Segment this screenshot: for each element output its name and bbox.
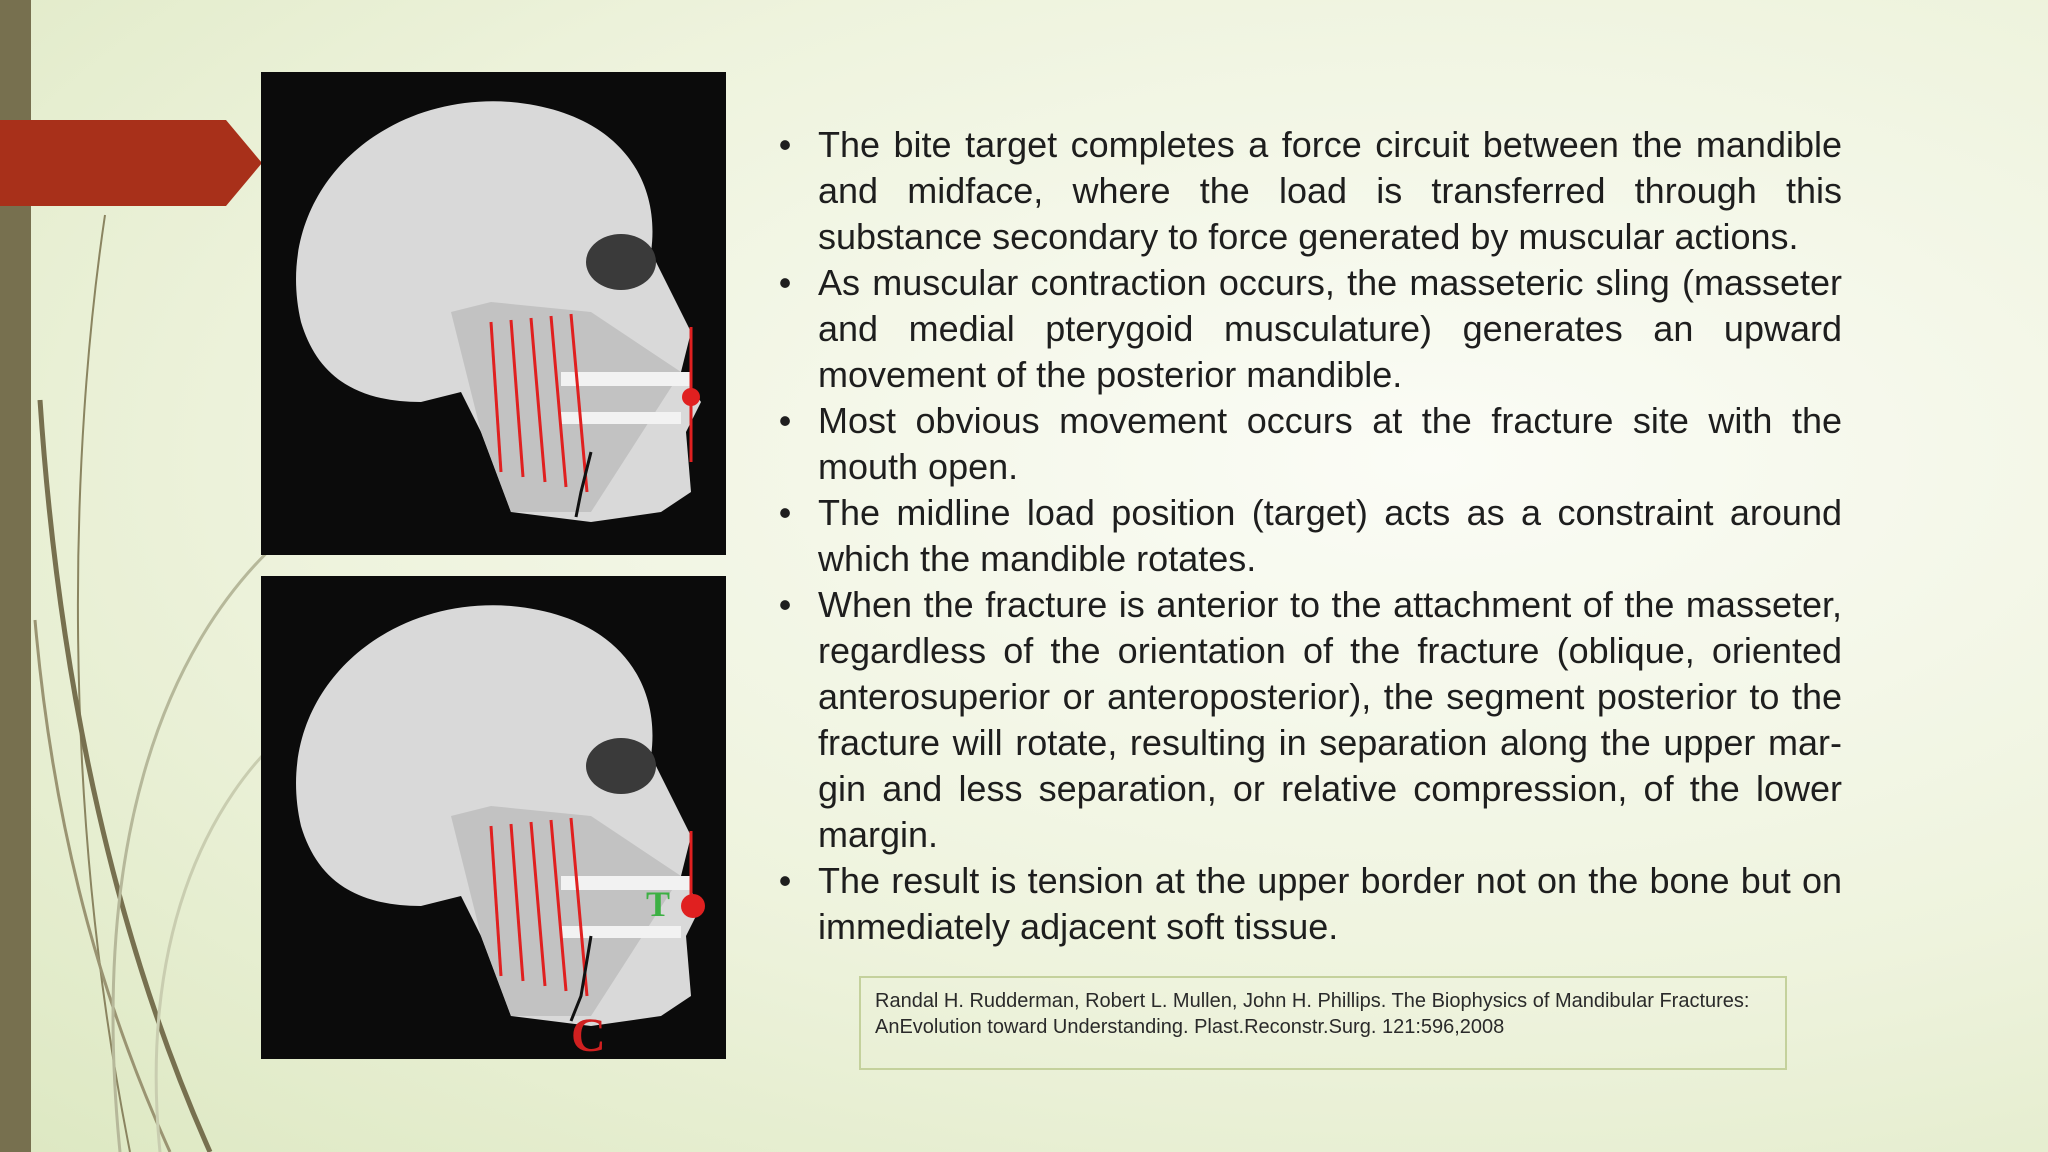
bullet-text: When the fracture is anterior to the attachment of the masseter, regardless of the orientation of the fracture (oblique, oriented anterosuperior or anteroposterior), the segment posterior to the fracture will rotate, resulting in separation along the upper mar-gin and less separation, or relative compression, of the lower margin.: [818, 584, 1842, 855]
bullet-item: [770, 582, 1842, 858]
bullet-item: [770, 398, 1842, 490]
bullet-item: [770, 260, 1842, 398]
citation-box: Randal H. Rudderman, Robert L. Mullen, John H. Phillips. The Biophysics of Mandibular Fractures: AnEvolution toward Understanding. Plast.Reconstr.Surg. 121:596,2008: [859, 976, 1787, 1070]
bullet-item: [770, 122, 1842, 260]
skull-image-bottom: [261, 576, 726, 1059]
bullet-list: [770, 122, 1842, 950]
bullet-item: [770, 490, 1842, 582]
figure-letter-c: C: [571, 1009, 606, 1059]
red-arrow-tab: [0, 120, 262, 206]
skull-image-top: [261, 72, 726, 555]
bullet-text: The midline load position (target) acts as a constraint around which the mandible rotates.: [818, 492, 1842, 579]
bullet-glyph: •: [778, 400, 792, 441]
bullet-glyph: •: [778, 860, 792, 901]
bullet-item: [770, 858, 1842, 950]
bullet-text: The result is tension at the upper border not on the bone but on immediately adjacent soft tissue.: [818, 860, 1842, 947]
marker-letter-t: T: [646, 884, 671, 924]
bullet-glyph: •: [778, 262, 792, 303]
bullet-text: The bite target completes a force circuit between the mandible and midface, where the load is transferred through this substance secondary to force generated by muscular actions.: [818, 124, 1842, 257]
bullet-glyph: •: [778, 584, 792, 625]
bullet-glyph: •: [778, 492, 792, 533]
bullet-text: As muscular contraction occurs, the masseteric sling (masseter and medial pterygoid musculature) generates an upward movement of the posterior mandible.: [818, 262, 1842, 395]
bullet-glyph: •: [778, 124, 792, 165]
bullet-text: Most obvious movement occurs at the fracture site with the mouth open.: [818, 400, 1842, 487]
